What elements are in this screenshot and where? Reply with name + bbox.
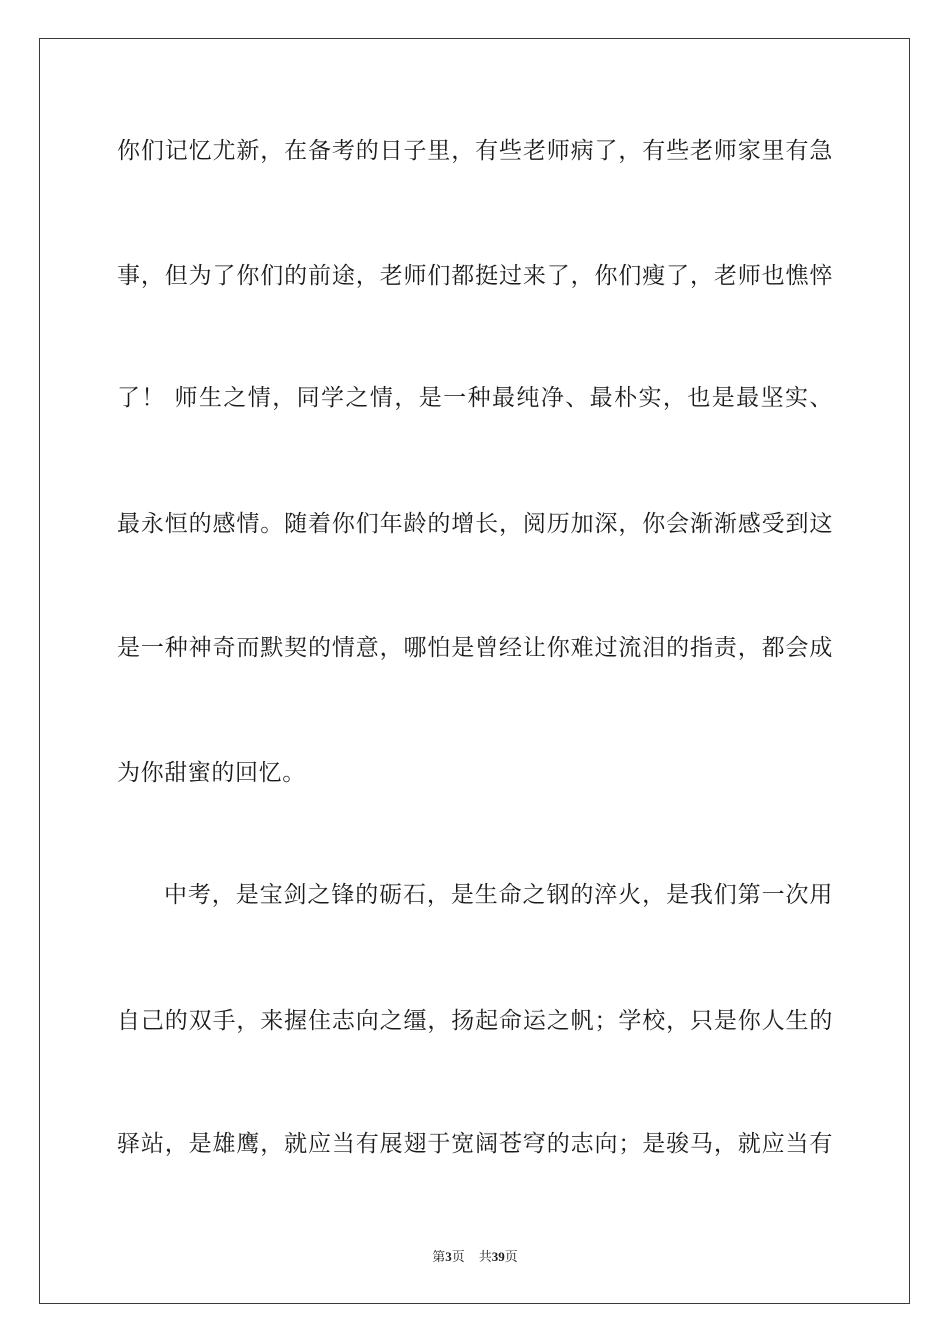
text-line-6: 为你甜蜜的回忆。 xyxy=(117,760,306,786)
total-pages-number: 39 xyxy=(491,1249,505,1264)
total-label-suffix: 页 xyxy=(504,1250,518,1265)
text-line-1: 你们记忆尤新，在备考的日子里，有些老师病了，有些老师家里有急 xyxy=(117,138,833,164)
text-line-5: 是一种神奇而默契的情意，哪怕是曾经让你难过流泪的指责，都会成 xyxy=(117,635,833,661)
paragraph-start-line: 中考，是宝剑之锋的砺石，是生命之钢的淬火，是我们第一次用 xyxy=(164,882,833,908)
text-line-4: 最永恒的感情。随着你们年龄的增长，阅历加深，你会渐渐感受到这 xyxy=(117,511,833,537)
page-label-prefix: 第 xyxy=(432,1250,446,1265)
page-label-suffix: 页 xyxy=(451,1250,465,1265)
total-label-prefix: 共 xyxy=(478,1250,492,1265)
text-line-8: 自己的双手，来握住志向之缰，扬起命运之帆；学校，只是你人生的 xyxy=(117,1008,833,1034)
current-page-number: 3 xyxy=(445,1249,452,1264)
page-border xyxy=(39,38,910,1304)
text-line-9: 驿站，是雄鹰，就应当有展翅于宽阔苍穹的志向；是骏马，就应当有 xyxy=(117,1131,833,1157)
text-line-3: 了！ 师生之情，同学之情，是一种最纯净、最朴实，也是最坚实、 xyxy=(117,385,833,411)
text-line-2: 事，但为了你们的前途，老师们都挺过来了，你们瘦了，老师也憔悴 xyxy=(117,263,833,289)
page-footer xyxy=(0,1248,950,1267)
